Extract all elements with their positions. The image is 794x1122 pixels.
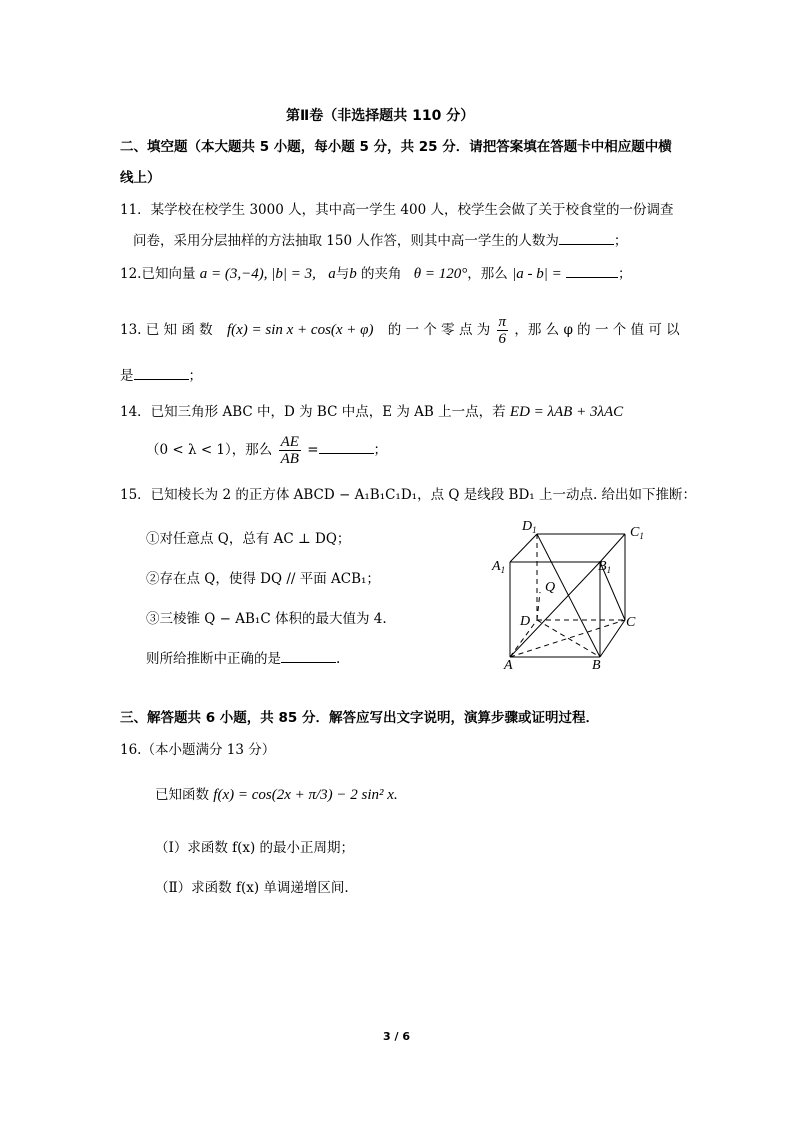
q13-line2: 是 ； [120,368,202,384]
q13-expr: f(x) = sin x + cos(x + φ) [226,322,374,338]
q14-vector-eq: ED = λAB + 3λAC [509,404,624,420]
q12-expr2: |a - b| = [512,266,562,282]
q12-expr1: a = (3,−4), |b| = 3, [199,266,316,282]
answer-blank [559,232,614,245]
answer-blank [319,441,374,454]
q15-item-1: ①对任意点 Q，总有 AC ⊥ DQ； [146,531,351,547]
part-title: 第Ⅱ卷（非选择题共 110 分） [286,108,475,124]
q15-conclusion: 则所给推断中正确的是 . [146,651,341,667]
page-number: 3 / 6 [383,1030,410,1043]
label-D1: $D_1$ [522,519,537,535]
answer-blank [281,650,336,663]
label-B1: $B_1$ [598,559,612,575]
q16-part2: （Ⅱ）求函数 f(x) 单调递增区间. [155,880,349,896]
q16-part1: （Ⅰ）求函数 f(x) 的最小正周期； [155,840,355,856]
q12-theta: θ = 120° [413,266,468,282]
label-C1: $C_1$ [630,525,644,541]
q14-line1: 14．已知三角形 ABC 中，D 为 BC 中点，E 为 AB 上一点，若 ED = λAB + 3λAC [120,404,624,420]
q15-item-3: ③三棱锥 Q − AB₁C 体积的最大值为 4. [146,611,387,627]
cube-figure [480,512,650,672]
label-C: C [626,615,636,630]
q16-given: 已知函数 f(x) = cos(2x + π/3) − 2 sin² x. [155,787,398,803]
q16-function: f(x) = cos(2x + π/3) − 2 sin² x. [213,787,398,803]
q11-line1: 11．某学校在校学生 3000 人，其中高一学生 400 人，校学生会做了关于校食堂的一份调查 [120,202,674,218]
label-Q: Q [545,580,556,595]
answer-blank [566,265,618,278]
label-D: D [520,614,531,629]
q11-line2: 问卷，采用分层抽样的方法抽取 150 人作答，则其中高一学生的人数为 ； [133,233,628,249]
label-A1: $A_1$ [492,559,506,575]
section2-heading-line1: 二、填空题（本大题共 5 小题，每小题 5 分，共 25 分．请把答案填在答题卡中相应题中横 [120,139,672,155]
label-A: A [504,658,513,672]
label-B: B [592,658,601,672]
q14-line2: （0 < λ < 1），那么 $\frac{AE}{AB}$ = ； [146,434,388,467]
q12: 12.已知向量 a = (3,−4), |b| = 3, a与b 的夹角 θ = 120°，那么 |a - b| = ； [120,266,632,282]
q15-item-2: ②存在点 Q，使得 DQ // 平面 ACB₁； [146,571,380,587]
q15-line1: 15．已知棱长为 2 的正方体 ABCD − A₁B₁C₁D₁，点 Q 是线段 BD₁ 上一动点. 给出如下推断： [120,487,697,503]
answer-blank [134,367,189,380]
section3-heading: 三、解答题共 6 小题，共 85 分．解答应写出文字说明，演算步骤或证明过程． [120,710,599,726]
section2-heading-line2: 线上） [120,170,161,186]
q13-line1: 13. 已 知 函 数 f(x) = sin x + cos(x + φ) 的 一 个 零 点 为 $\frac{\pi}{6}$ ，那 么 φ 的 一 个 值 可 以 [120,314,680,347]
q16-header: 16.（本小题满分 13 分） [120,742,276,758]
